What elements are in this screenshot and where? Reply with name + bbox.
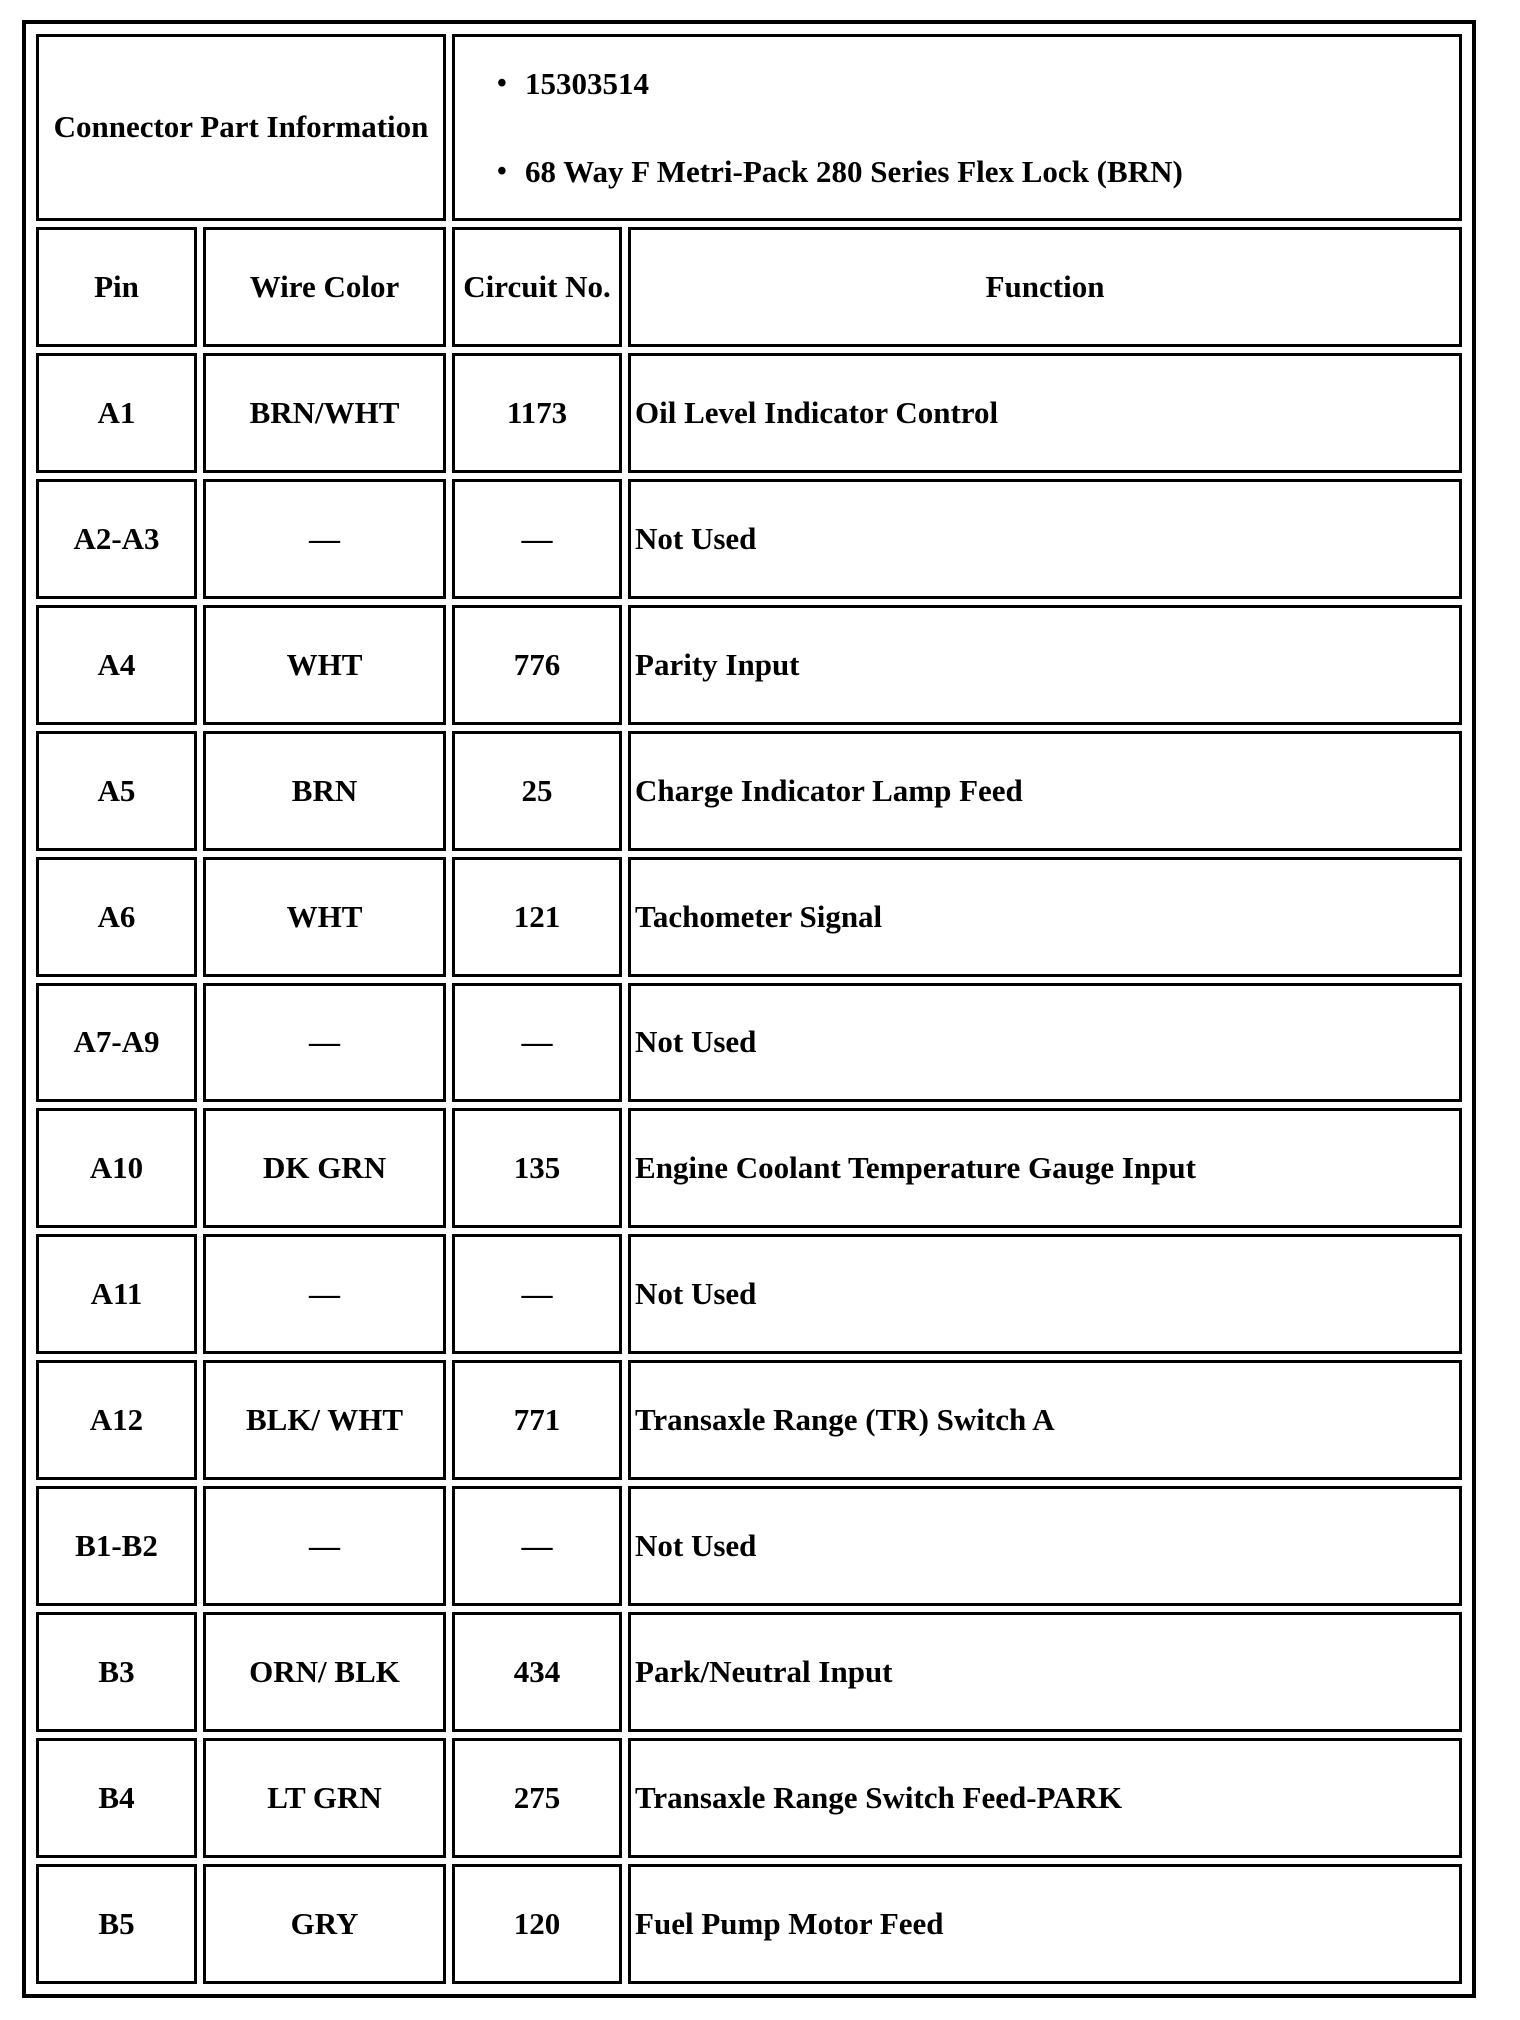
connector-description: 68 Way F Metri-Pack 280 Series Flex Lock (BRN) bbox=[525, 153, 1183, 189]
table-row bbox=[36, 479, 1462, 599]
connector-info-cell bbox=[452, 34, 1462, 221]
function-cell: Oil Level Indicator Control bbox=[628, 353, 1462, 473]
function-cell: Charge Indicator Lamp Feed bbox=[628, 731, 1462, 851]
pin-cell: B5 bbox=[36, 1864, 197, 1984]
bullet-icon: • bbox=[497, 67, 507, 99]
header-wire-color: Wire Color bbox=[203, 227, 446, 347]
table-row bbox=[36, 1360, 1462, 1480]
table-row bbox=[36, 1486, 1462, 1606]
circuit-cell: — bbox=[452, 983, 622, 1103]
function-cell: Not Used bbox=[628, 983, 1462, 1103]
pin-cell: B3 bbox=[36, 1612, 197, 1732]
function-cell: Engine Coolant Temperature Gauge Input bbox=[628, 1108, 1462, 1228]
pin-cell: B4 bbox=[36, 1738, 197, 1858]
function-cell: Transaxle Range Switch Feed-PARK bbox=[628, 1738, 1462, 1858]
pin-cell: A1 bbox=[36, 353, 197, 473]
wire-color-cell: WHT bbox=[203, 605, 446, 725]
connector-info-label: Connector Part Information bbox=[36, 34, 446, 221]
circuit-cell: — bbox=[452, 1486, 622, 1606]
wire-color-cell: ORN/ BLK bbox=[203, 1612, 446, 1732]
wire-color-cell: BLK/ WHT bbox=[203, 1360, 446, 1480]
circuit-cell: 776 bbox=[452, 605, 622, 725]
header-circuit-no: Circuit No. bbox=[452, 227, 622, 347]
pin-cell: B1-B2 bbox=[36, 1486, 197, 1606]
table-row bbox=[36, 731, 1462, 851]
circuit-cell: 25 bbox=[452, 731, 622, 851]
wire-color-cell: BRN bbox=[203, 731, 446, 851]
circuit-cell: 135 bbox=[452, 1108, 622, 1228]
connector-info-list bbox=[455, 40, 1459, 216]
wire-color-cell: LT GRN bbox=[203, 1738, 446, 1858]
function-cell: Park/Neutral Input bbox=[628, 1612, 1462, 1732]
pin-cell: A6 bbox=[36, 857, 197, 977]
header-function: Function bbox=[628, 227, 1462, 347]
function-cell: Not Used bbox=[628, 479, 1462, 599]
table-row bbox=[36, 983, 1462, 1103]
document-frame bbox=[22, 20, 1476, 1998]
pin-cell: A10 bbox=[36, 1108, 197, 1228]
pin-cell: A11 bbox=[36, 1234, 197, 1354]
wire-color-cell: — bbox=[203, 479, 446, 599]
wire-color-cell: — bbox=[203, 983, 446, 1103]
table-row bbox=[36, 605, 1462, 725]
circuit-cell: 275 bbox=[452, 1738, 622, 1858]
circuit-cell: — bbox=[452, 479, 622, 599]
function-cell: Fuel Pump Motor Feed bbox=[628, 1864, 1462, 1984]
header-row bbox=[36, 227, 1462, 347]
circuit-cell: 434 bbox=[452, 1612, 622, 1732]
wire-color-cell: GRY bbox=[203, 1864, 446, 1984]
wire-color-cell: BRN/WHT bbox=[203, 353, 446, 473]
function-cell: Not Used bbox=[628, 1234, 1462, 1354]
table-row bbox=[36, 1864, 1462, 1984]
wire-color-cell: — bbox=[203, 1234, 446, 1354]
header-pin: Pin bbox=[36, 227, 197, 347]
wire-color-cell: DK GRN bbox=[203, 1108, 446, 1228]
function-cell: Transaxle Range (TR) Switch A bbox=[628, 1360, 1462, 1480]
circuit-cell: 121 bbox=[452, 857, 622, 977]
function-cell: Tachometer Signal bbox=[628, 857, 1462, 977]
table-row bbox=[36, 1738, 1462, 1858]
pin-cell: A5 bbox=[36, 731, 197, 851]
circuit-cell: 771 bbox=[452, 1360, 622, 1480]
pin-cell: A12 bbox=[36, 1360, 197, 1480]
table-row bbox=[36, 857, 1462, 977]
wire-color-cell: WHT bbox=[203, 857, 446, 977]
function-cell: Not Used bbox=[628, 1486, 1462, 1606]
pin-cell: A4 bbox=[36, 605, 197, 725]
bullet-icon: • bbox=[497, 155, 507, 187]
wire-color-cell: — bbox=[203, 1486, 446, 1606]
connector-info-row bbox=[36, 34, 1462, 221]
table-row bbox=[36, 1108, 1462, 1228]
pin-cell: A2-A3 bbox=[36, 479, 197, 599]
function-cell: Parity Input bbox=[628, 605, 1462, 725]
connector-info-item bbox=[497, 40, 1459, 128]
table-row bbox=[36, 1234, 1462, 1354]
circuit-cell: 120 bbox=[452, 1864, 622, 1984]
part-number: 15303514 bbox=[525, 65, 650, 101]
table-row bbox=[36, 1612, 1462, 1732]
circuit-cell: 1173 bbox=[452, 353, 622, 473]
circuit-cell: — bbox=[452, 1234, 622, 1354]
pin-cell: A7-A9 bbox=[36, 983, 197, 1103]
connector-table bbox=[30, 28, 1468, 1990]
table-row bbox=[36, 353, 1462, 473]
connector-info-item bbox=[497, 128, 1459, 216]
